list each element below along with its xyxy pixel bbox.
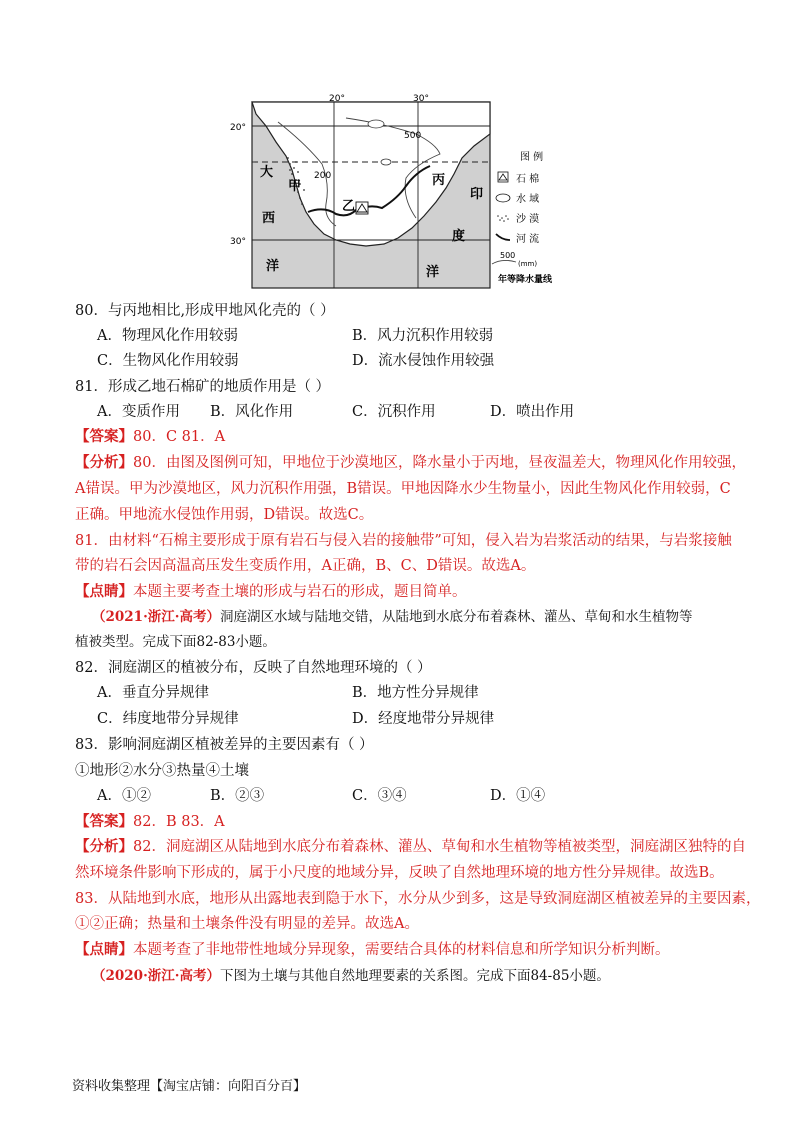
q80-option-d: D．流水侵蚀作用较强 [352, 353, 495, 369]
legend-iso-label: 年等降水量线 [498, 275, 553, 285]
analysis-80-line3: 正确。甲地流水侵蚀作用弱，D错误。故选C。 [75, 507, 374, 523]
analysis-80-line1 [75, 453, 746, 473]
legend-asbestos: 石 棉 [516, 174, 540, 185]
legend-water: 水 域 [516, 194, 540, 205]
intro-84-85 [92, 966, 610, 986]
indian-yang: 洋 [426, 265, 440, 280]
answer-80-81 [75, 427, 225, 447]
legend-iso-unit: (mm) [518, 260, 538, 268]
comment-82-83 [75, 940, 670, 960]
southern-africa-map [226, 94, 578, 290]
analysis-tag: 【分析】 [75, 838, 133, 855]
place-yi: 乙 [342, 199, 356, 214]
intro-82-83-line2: 植被类型。完成下面82-83小题。 [75, 634, 276, 650]
q82-option-a: A．垂直分异规律 [97, 685, 209, 701]
analysis-82-line1 [75, 837, 746, 857]
q82-option-b: B．地方性分异规律 [352, 685, 479, 701]
analysis-text: 82．洞庭湖区从陆地到水底分布着森林、灌丛、草甸和水生植物等植被类型，洞庭湖区独特的自 [133, 839, 746, 855]
q82-stem: 82．洞庭湖区的植被分布，反映了自然地理环境的（ ） [75, 660, 432, 676]
analysis-81-line2: 带的岩石会因高温高压发生变质作用，A正确，B、C、D错误。故选A。 [75, 558, 536, 574]
comment-80-81 [75, 582, 467, 602]
analysis-text: 80．由图及图例可知，甲地位于沙漠地区，降水量小于丙地，昼夜温差大，物理风化作用较强， [133, 455, 746, 471]
comment-text: 本题主要考查土壤的形成与岩石的形成，题目简单。 [133, 584, 467, 600]
isohyet-200-label: 200 [314, 171, 332, 181]
answer-text: 80．C 81．A [133, 429, 226, 445]
indian-du: 度 [452, 229, 466, 244]
map-legend [492, 150, 553, 285]
legend-iso-value: 500 [500, 251, 516, 260]
legend-title: 图 例 [520, 152, 544, 163]
q80-stem: 80．与丙地相比,形成甲地风化壳的（ ） [75, 303, 335, 319]
comment-tag: 【点睛】 [75, 941, 133, 958]
q83-stem: 83．影响洞庭湖区植被差异的主要因素有（ ） [75, 737, 374, 753]
atlantic-yang: 洋 [266, 259, 280, 274]
q83-option-a: A．①② [97, 788, 151, 804]
analysis-tag: 【分析】 [75, 454, 133, 471]
answer-82-83 [75, 812, 225, 832]
comment-tag: 【点睛】 [75, 583, 133, 600]
q81-option-d: D．喷出作用 [490, 404, 575, 420]
analysis-83-line1: 83．从陆地到水底，地形从出露地表到隐于水下，水分从少到多，这是导致洞庭湖区植被差异的主要因素， [75, 891, 761, 907]
page-footer: 资料收集整理【淘宝店铺：向阳百分百】 [72, 1079, 307, 1094]
q80-option-b: B．风力沉积作用较弱 [352, 328, 494, 344]
q81-option-a: A．变质作用 [97, 404, 180, 420]
atlantic-xi: 西 [262, 211, 276, 226]
intro-82-83-line1 [92, 607, 692, 627]
answer-text: 82．B 83．A [133, 814, 225, 830]
answer-tag: 【答案】 [75, 428, 133, 445]
indian-yin: 印 [470, 187, 484, 202]
atlantic-da: 大 [260, 165, 274, 180]
q80-option-a: A．物理风化作用较弱 [97, 328, 238, 344]
lat-20-label: 20° [230, 123, 246, 133]
q83-items: ①地形②水分③热量④土壤 [75, 763, 249, 779]
intro-text: 洞庭湖区水域与陆地交错，从陆地到水底分布着森林、灌丛、草甸和水生植物等 [219, 609, 693, 625]
q81-option-b: B．风化作用 [210, 404, 294, 420]
analysis-81-line1: 81．由材料“石棉主要形成于原有岩石与侵入岩的接触带”可知，侵入岩为岩浆活动的结果，与岩浆接触 [75, 533, 732, 549]
q83-option-c: C．③④ [352, 788, 407, 804]
analysis-82-line2: 然环境条件影响下形成的，属于小尺度的地域分异，反映了自然地理环境的地方性分异规律。故选B。 [75, 865, 724, 881]
answer-tag: 【答案】 [75, 813, 133, 830]
q82-option-c: C．纬度地带分异规律 [97, 711, 239, 727]
place-jia: 甲 [288, 179, 302, 194]
q81-option-c: C．沉积作用 [352, 404, 436, 420]
legend-river: 河 流 [516, 234, 540, 245]
q81-stem: 81．形成乙地石棉矿的地质作用是（ ） [75, 379, 331, 395]
q83-option-d: D．①④ [490, 788, 546, 804]
analysis-83-line2: ①②正确；热量和土壤条件没有明显的差异。故选A。 [75, 916, 419, 932]
legend-desert: 沙 漠 [516, 214, 540, 225]
isohyet-500-label: 500 [404, 131, 422, 141]
comment-text: 本题考查了非地带性地域分异现象，需要结合具体的材料信息和所学知识分析判断。 [133, 942, 670, 958]
q80-option-c: C．生物风化作用较弱 [97, 353, 239, 369]
source-tag: （2021·浙江·高考） [92, 609, 220, 625]
intro-text: 下图为土壤与其他自然地理要素的关系图。完成下面84-85小题。 [219, 968, 610, 984]
analysis-80-line2: A错误。甲为沙漠地区，风力沉积作用强，B错误。甲地因降水少生物量小，因此生物风化作用较弱，C [75, 481, 731, 497]
lon-20-label: 20° [329, 94, 345, 104]
q83-option-b: B．②③ [210, 788, 265, 804]
place-bing: 丙 [432, 173, 446, 188]
lat-30-label: 30° [230, 237, 246, 247]
q82-option-d: D．经度地带分异规律 [352, 711, 495, 727]
lon-30-label: 30° [413, 94, 429, 104]
source-tag: （2020·浙江·高考） [92, 968, 220, 984]
